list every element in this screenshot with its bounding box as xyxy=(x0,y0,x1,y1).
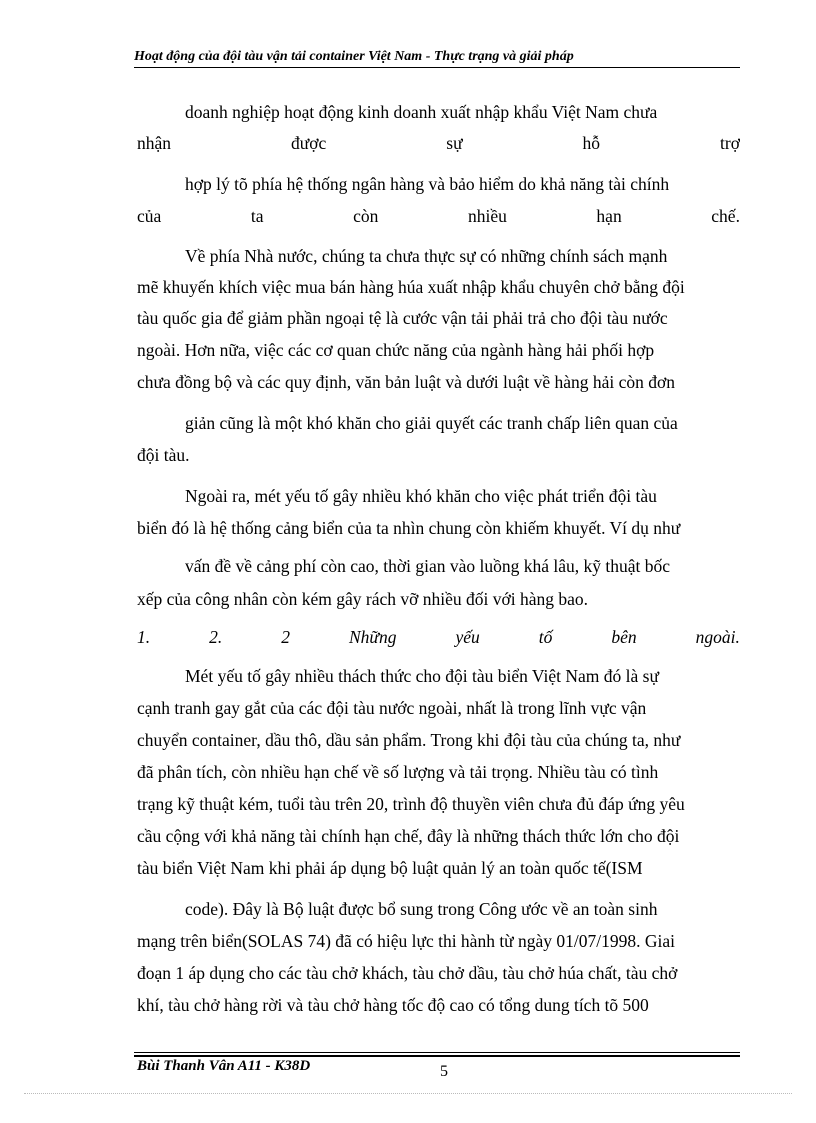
paragraph-line xyxy=(137,206,740,228)
text-span: Những xyxy=(349,627,397,647)
paragraph-line xyxy=(185,666,740,688)
footer-divider-thin xyxy=(134,1052,740,1053)
paragraph-line xyxy=(137,372,740,394)
text-span: doanh nghiệp hoạt động kinh doanh xuất nhập khẩu Việt Nam chưa xyxy=(185,102,658,122)
text-span: giản cũng là một khó khăn cho giải quyết các tranh chấp liên quan của xyxy=(185,413,678,433)
paragraph-line xyxy=(137,794,740,816)
text-span: của xyxy=(137,206,162,226)
text-span: code). Đây là Bộ luật được bổ sung trong Công ước về an toàn sinh xyxy=(185,899,658,919)
text-span: được xyxy=(291,133,327,153)
footer-divider-thick xyxy=(134,1055,740,1057)
text-span: nhận xyxy=(137,133,172,153)
paragraph-line xyxy=(185,413,740,435)
paragraph-line xyxy=(137,826,740,848)
text-span: khí, tàu chở hàng rời và tàu chở hàng tốc độ cao có tổng dung tích tõ 500 xyxy=(137,995,649,1015)
paragraph-line xyxy=(185,486,740,508)
paragraph-line xyxy=(137,931,740,953)
text-span: còn xyxy=(353,206,379,226)
text-span: chuyển container, dầu thô, dầu sản phẩm. Trong khi đội tàu của chúng ta, như xyxy=(137,730,681,750)
text-span: cạnh tranh gay gắt của các đội tàu nước ngoài, nhất là trong lĩnh vực vận xyxy=(137,698,647,718)
text-span: cầu cộng với khả năng tài chính hạn chế, đây là những thách thức lớn cho đội xyxy=(137,826,680,846)
page-number: 5 xyxy=(440,1063,448,1080)
paragraph-line xyxy=(137,762,740,784)
paragraph-line xyxy=(185,556,740,578)
text-span: đội tàu. xyxy=(137,445,190,465)
text-span: ta xyxy=(250,206,264,226)
text-span: 2 xyxy=(281,627,290,647)
text-span: hạn xyxy=(596,206,622,226)
text-span: Về phía Nhà nước, chúng ta chưa thực sự có những chính sách mạnh xyxy=(185,246,668,266)
page-edge-divider xyxy=(24,1093,792,1094)
paragraph-line xyxy=(137,133,740,155)
text-span: ngoài. xyxy=(695,627,740,647)
text-span: xếp của công nhân còn kém gây rách vỡ nhiều đối với hàng bao. xyxy=(137,589,589,609)
text-span: đã phân tích, còn nhiều hạn chế về số lượng và tải trọng. Nhiều tàu có tình xyxy=(137,762,659,782)
text-span: đoạn 1 áp dụng cho các tàu chở khách, tàu chở dầu, tàu chở húa chất, tàu chở xyxy=(137,963,678,983)
text-span: Mét yếu tố gây nhiều thách thức cho đội tàu biển Việt Nam đó là sự xyxy=(185,666,659,686)
paragraph-line xyxy=(137,995,740,1017)
text-span: tàu quốc gia để giảm phần ngoại tệ là cước vận tải phải trả cho đội tàu nước xyxy=(137,308,668,328)
text-span: trợ xyxy=(720,133,740,153)
header-divider xyxy=(134,67,740,68)
text-span: tố xyxy=(538,627,553,647)
text-span: bên xyxy=(611,627,637,647)
text-span: Ngoài ra, mét yếu tố gây nhiều khó khăn cho việc phát triển đội tàu xyxy=(185,486,657,506)
section-heading xyxy=(137,627,740,649)
text-span: hợp lý tõ phía hệ thống ngân hàng và bảo hiểm do khả năng tài chính xyxy=(185,174,670,194)
text-span: tàu biển Việt Nam khi phải áp dụng bộ luật quản lý an toàn quốc tế(ISM xyxy=(137,858,643,878)
text-span: yếu xyxy=(455,627,480,647)
text-span: chưa đồng bộ và các quy định, văn bản luật và dưới luật về hàng hải còn đơn xyxy=(137,372,676,392)
text-span: ngoài. Hơn nữa, việc các cơ quan chức năng của ngành hàng hải phối hợp xyxy=(137,340,655,360)
paragraph-line xyxy=(137,963,740,985)
text-span: mạng trên biển(SOLAS 74) đã có hiệu lực thi hành từ ngày 01/07/1998. Giai xyxy=(137,931,676,951)
text-span: mẽ khuyến khích việc mua bán hàng húa xuất nhập khẩu chuyên chở bằng đội xyxy=(137,277,685,297)
paragraph-line xyxy=(185,102,740,124)
paragraph-line xyxy=(137,858,740,880)
paragraph-line xyxy=(137,445,740,467)
paragraph-line xyxy=(137,589,740,611)
footer-author: Bùi Thanh Vân A11 - K38D xyxy=(137,1058,311,1074)
paragraph-line xyxy=(185,174,740,196)
paragraph-line xyxy=(185,899,740,921)
text-span: hỗ xyxy=(582,133,601,153)
paragraph-line xyxy=(185,246,740,268)
text-span: sự xyxy=(446,133,463,153)
text-span: vấn đề về cảng phí còn cao, thời gian vào luồng khá lâu, kỹ thuật bốc xyxy=(185,556,671,576)
text-span: biển đó là hệ thống cảng biển của ta nhìn chung còn khiếm khuyết. Ví dụ như xyxy=(137,518,681,538)
paragraph-line xyxy=(137,518,740,540)
paragraph-line xyxy=(137,277,740,299)
text-span: chế. xyxy=(711,206,740,226)
paragraph-line xyxy=(137,308,740,330)
text-span: 1. xyxy=(137,627,151,647)
text-span: trạng kỹ thuật kém, tuổi tàu trên 20, trình độ thuyền viên chưa đủ đáp ứng yêu xyxy=(137,794,685,814)
running-header-title: Hoạt động của đội tàu vận tải container Việt Nam - Thực trạng và giải pháp xyxy=(134,49,574,64)
paragraph-line xyxy=(137,340,740,362)
paragraph-line xyxy=(137,730,740,752)
paragraph-line xyxy=(137,698,740,720)
text-span: nhiều xyxy=(467,206,507,226)
text-span: 2. xyxy=(209,627,223,647)
